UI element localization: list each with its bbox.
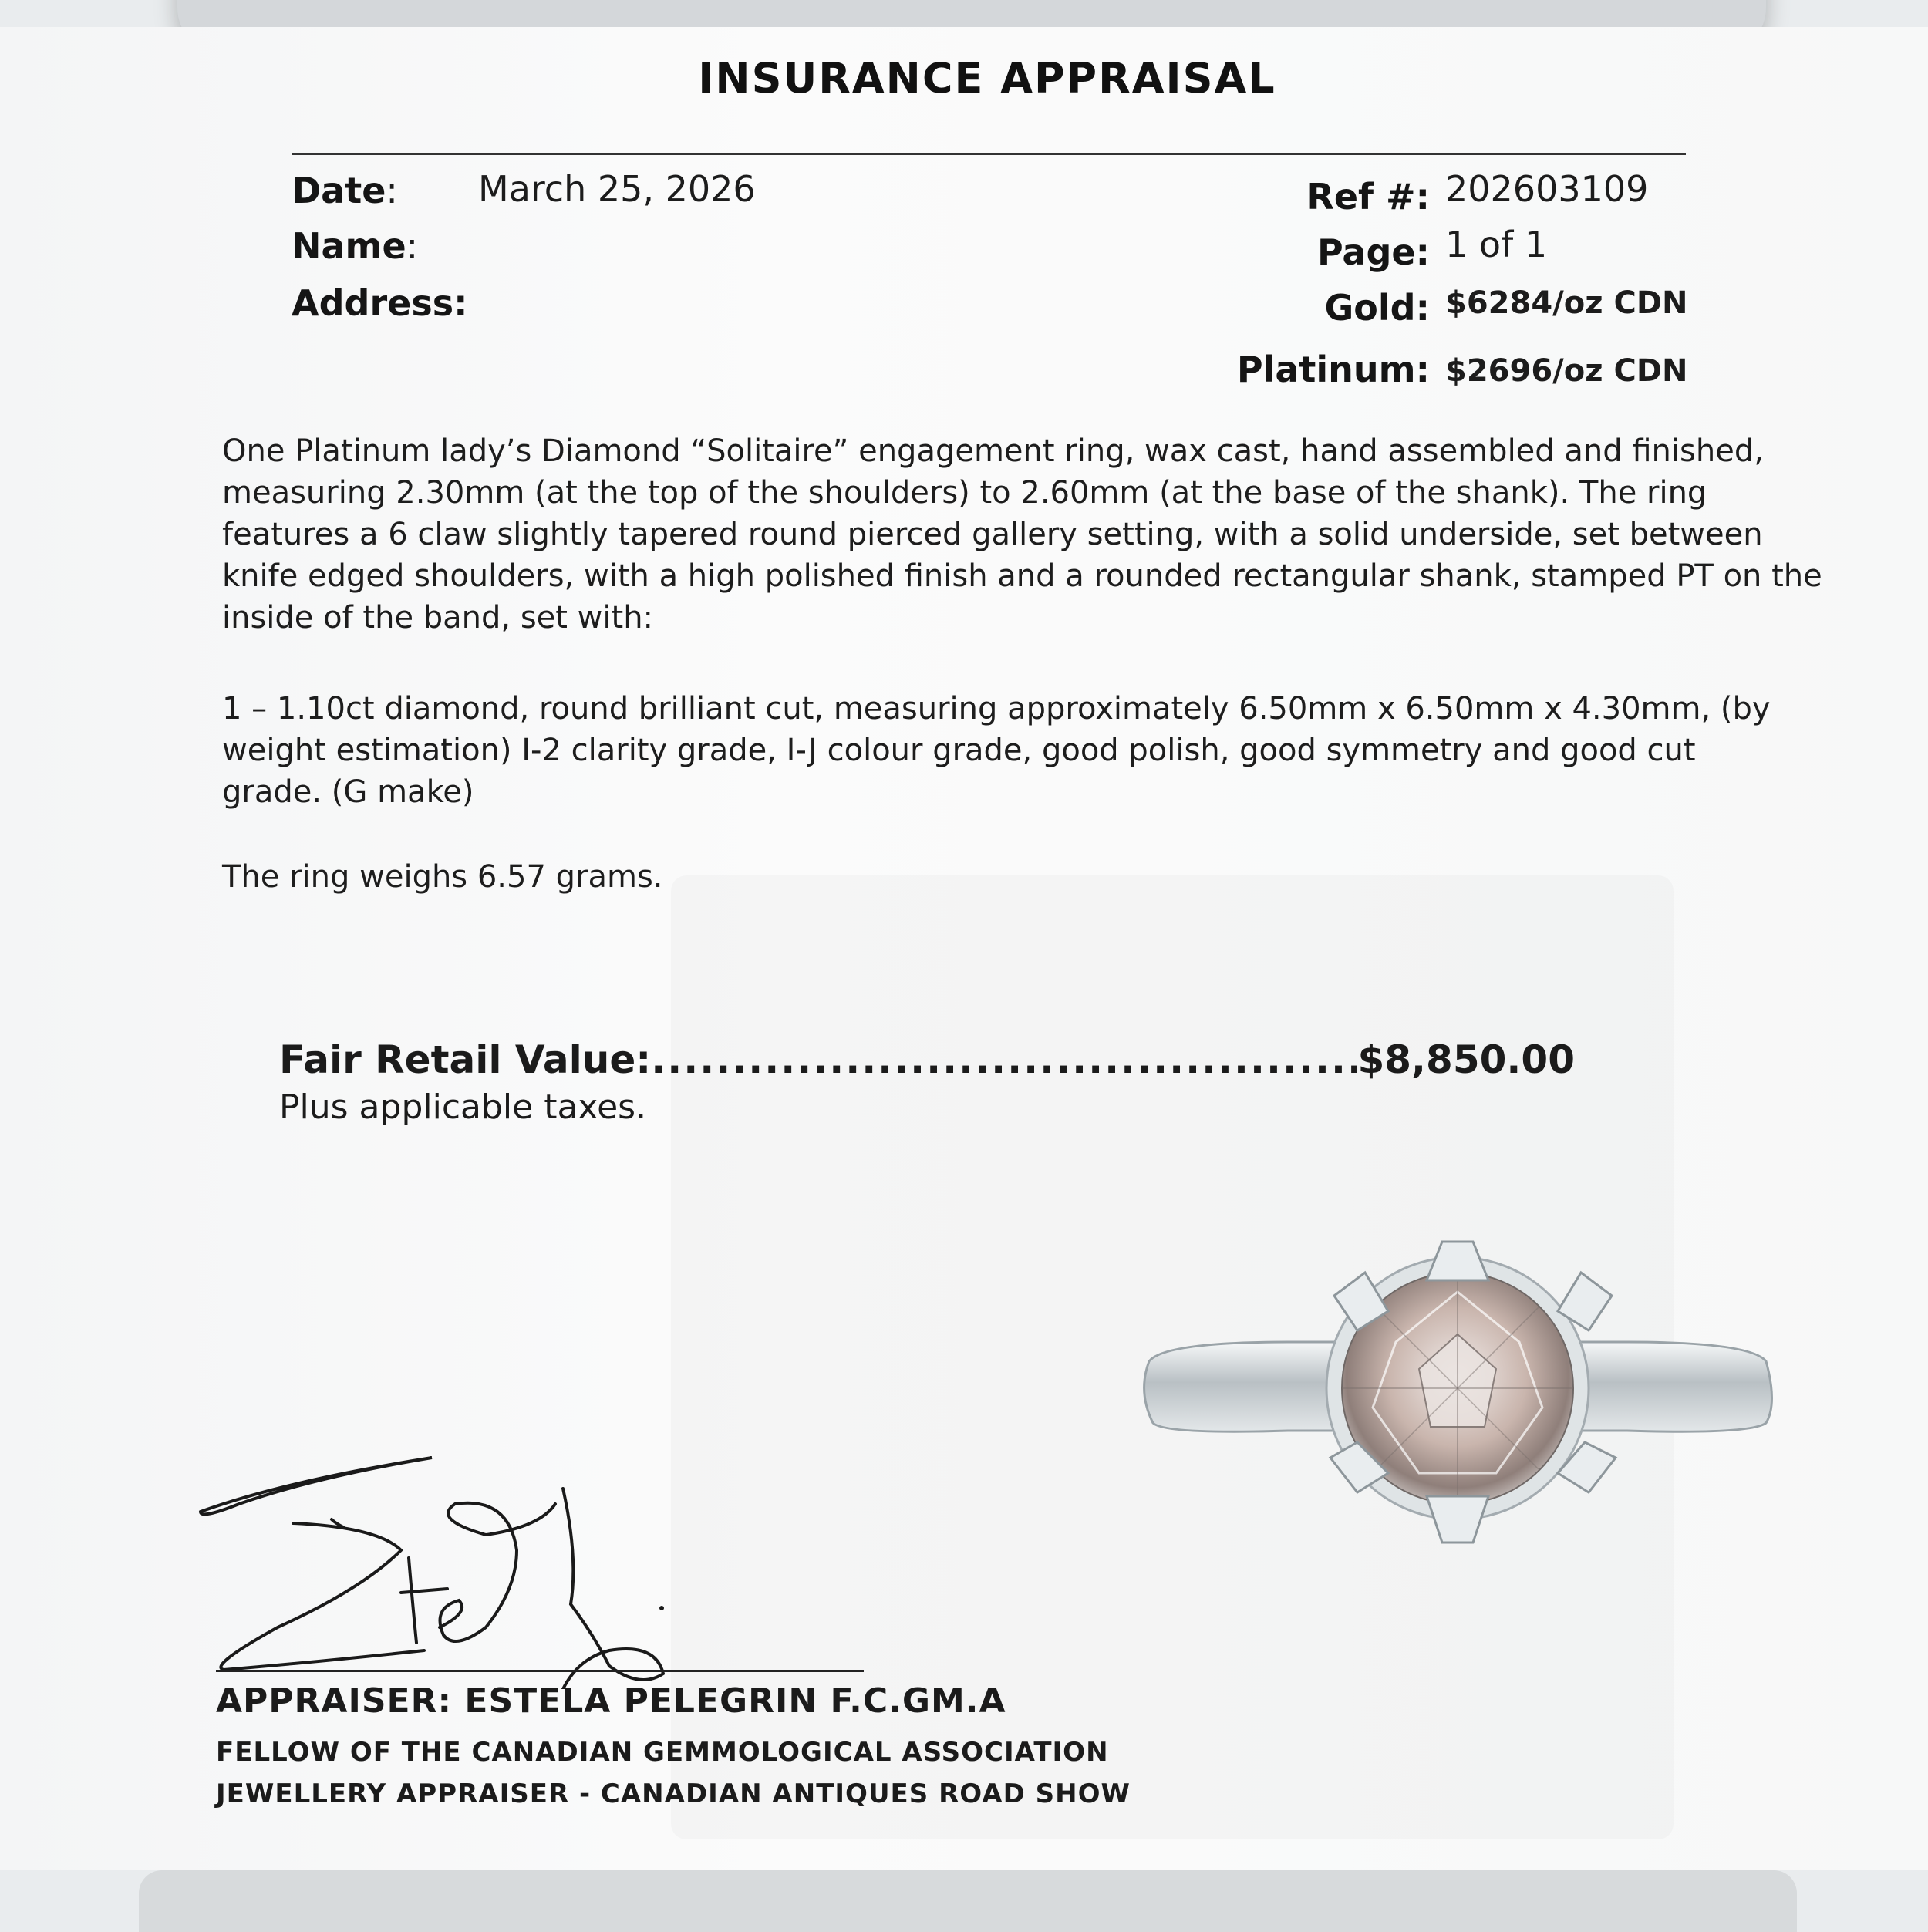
ring-photo [1134, 1226, 1781, 1566]
ring-weight: The ring weighs 6.57 grams. [222, 859, 663, 895]
description-line: One Platinum lady’s Diamond “Solitaire” engagement ring, wax cast, hand assembled and finished, [222, 433, 1764, 469]
appraiser-fellowship: FELLOW OF THE CANADIAN GEMMOLOGICAL ASSOCIATION [216, 1737, 1109, 1768]
ring-description [222, 430, 1822, 639]
date-label: Date [292, 170, 386, 211]
description-line: measuring 2.30mm (at the top of the shoulders) to 2.60mm (at the base of the shank). The ring [222, 475, 1707, 511]
ref-label: Ref #: [1306, 176, 1430, 217]
name-label: Name [292, 225, 406, 267]
name-colon: : [406, 225, 419, 267]
diamond-setting [1326, 1242, 1616, 1543]
date-value: March 25, 2026 [478, 168, 756, 210]
date-colon: : [386, 170, 398, 211]
diamond-line: 1 – 1.10ct diamond, round brilliant cut, measuring approximately 6.50mm x 6.50mm x 4.30mm, (by [222, 691, 1771, 727]
gold-price: $6284/oz CDN [1445, 285, 1688, 321]
platinum-price: $2696/oz CDN [1445, 353, 1688, 389]
diamond-line: grade. (G make) [222, 774, 474, 810]
folder-bottom-edge [139, 1870, 1797, 1932]
appraiser-role: JEWELLERY APPRAISER - CANADIAN ANTIQUES ROAD SHOW [216, 1779, 1131, 1809]
description-line: inside of the band, set with: [222, 600, 654, 636]
description-line: features a 6 claw slightly tapered round pierced gallery setting, with a solid underside, set between [222, 517, 1763, 552]
appraiser-name: APPRAISER: ESTELA PELEGRIN F.C.GM.A [216, 1681, 1006, 1721]
fair-retail-value-row [279, 1037, 1575, 1082]
fair-retail-value-label: Fair Retail Value: [279, 1037, 652, 1082]
signature-line [216, 1670, 864, 1672]
ref-value: 202603109 [1445, 168, 1649, 210]
diamond-line: weight estimation) I-2 clarity grade, I-J colour grade, good polish, good symmetry and good cut [222, 733, 1696, 768]
header-divider [292, 153, 1686, 155]
address-label: Address: [292, 282, 468, 324]
platinum-label: Platinum: [1236, 349, 1430, 390]
page-label: Page: [1316, 231, 1430, 273]
gold-label: Gold: [1324, 287, 1430, 329]
document-title: INSURANCE APPRAISAL [698, 54, 1276, 103]
taxes-note: Plus applicable taxes. [279, 1087, 647, 1127]
diamond-description [222, 688, 1771, 813]
leader-dots [651, 1037, 1357, 1082]
fair-retail-value-amount: $8,850.00 [1357, 1037, 1575, 1082]
page-value: 1 of 1 [1445, 224, 1548, 265]
name-field [292, 225, 418, 267]
appraiser-signature [177, 1435, 717, 1689]
description-line: knife edged shoulders, with a high polished finish and a rounded rectangular shank, stamped PT on the [222, 558, 1822, 594]
date-field [292, 170, 398, 211]
